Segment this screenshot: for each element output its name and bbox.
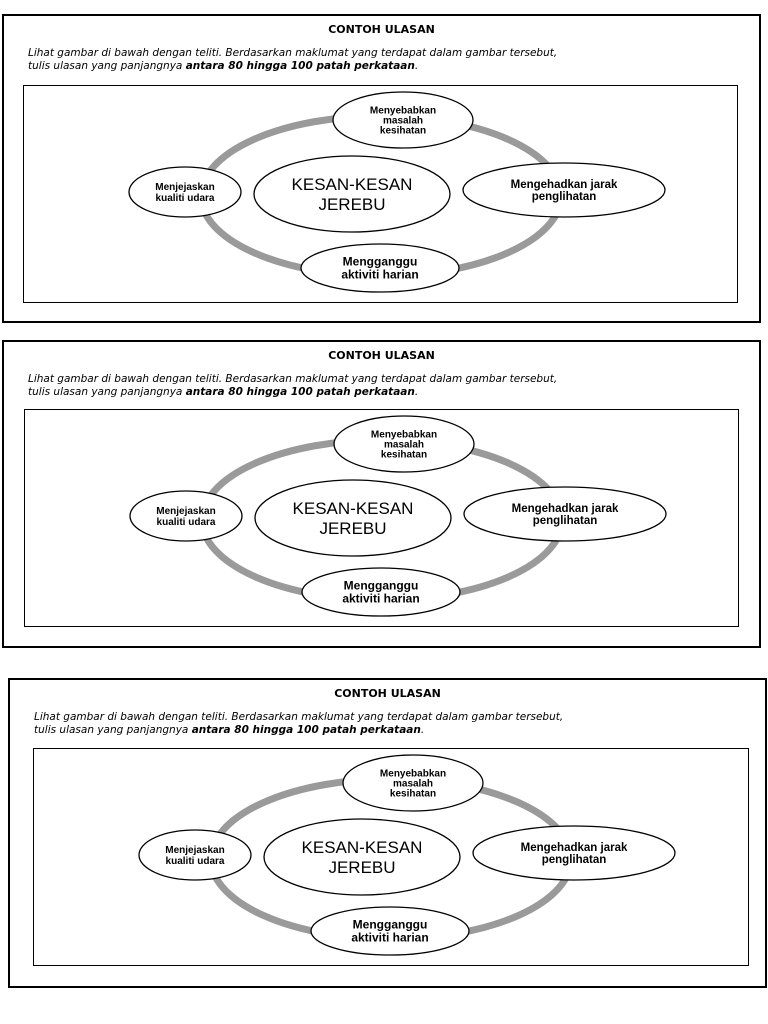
- instruction-text: Lihat gambar di bawah dengan teliti. Berdasarkan maklumat yang terdapat dalam gambar tersebut, tulis ulasan yang panjangnya antara 80 hingga 100 patah perkataan.: [34, 711, 564, 736]
- node-label-line: kualiti udara: [165, 856, 225, 867]
- effect-node-right: [463, 163, 665, 217]
- example-card-1: [2, 14, 761, 323]
- node-label-line: Menjejaskan: [156, 506, 216, 517]
- node-label-line: kesihatan: [379, 125, 427, 137]
- node-label-line: KESAN-KESAN: [301, 837, 423, 857]
- central-topic-node: [254, 156, 450, 232]
- example-card-3: [8, 678, 767, 988]
- instruction-text: Lihat gambar di bawah dengan teliti. Berdasarkan maklumat yang terdapat dalam gambar tersebut, tulis ulasan yang panjangnya antara 80 hingga 100 patah perkataan.: [28, 373, 558, 398]
- node-label-line: aktiviti harian: [341, 267, 419, 282]
- node-label-line: JEREBU: [328, 857, 396, 877]
- node-label-line: Mengganggu: [342, 254, 418, 269]
- card-heading: CONTOH ULASAN: [328, 349, 435, 362]
- diagram-svg: [34, 749, 749, 967]
- node-label-line: penglihatan: [531, 191, 597, 204]
- node-label-line: JEREBU: [319, 518, 387, 538]
- node-label-line: Mengganggu: [352, 917, 428, 932]
- node-label-line: Mengganggu: [343, 578, 419, 593]
- node-label-line: Menjejaskan: [155, 182, 215, 193]
- node-label-line: Menyebabkan: [379, 768, 447, 780]
- node-label-line: kesihatan: [380, 449, 428, 461]
- node-label-line: kualiti udara: [155, 193, 215, 204]
- effect-node-bottom: [311, 907, 469, 955]
- node-label-line: KESAN-KESAN: [291, 174, 413, 194]
- node-label-line: aktiviti harian: [342, 591, 420, 606]
- node-label-line: Menyebabkan: [370, 429, 438, 441]
- diagram-svg: [24, 86, 739, 304]
- node-label-line: aktiviti harian: [351, 930, 429, 945]
- card-heading: CONTOH ULASAN: [334, 687, 441, 700]
- node-label-line: masalah: [392, 778, 434, 790]
- node-label-line: kesihatan: [389, 788, 437, 800]
- instruction-text: Lihat gambar di bawah dengan teliti. Berdasarkan maklumat yang terdapat dalam gambar tersebut, tulis ulasan yang panjangnya antara 80 hingga 100 patah perkataan.: [28, 47, 558, 72]
- card-heading: CONTOH ULASAN: [328, 23, 435, 36]
- node-label-line: KESAN-KESAN: [292, 498, 414, 518]
- effect-node-top: [343, 755, 483, 811]
- effects-diagram: [24, 409, 739, 627]
- node-label-line: Mengehadkan jarak: [511, 503, 619, 516]
- effects-diagram: [33, 748, 749, 966]
- effect-node-bottom: [301, 244, 459, 292]
- node-label-line: penglihatan: [532, 515, 598, 528]
- example-card-2: [2, 340, 761, 648]
- effects-diagram: [23, 85, 738, 303]
- node-label-line: Mengehadkan jarak: [520, 842, 628, 855]
- effect-node-bottom: [302, 568, 460, 616]
- node-label-line: masalah: [382, 115, 424, 127]
- central-topic-node: [255, 480, 451, 556]
- node-label-line: Menjejaskan: [165, 845, 225, 856]
- effect-node-top: [333, 92, 473, 148]
- effect-node-left: [129, 167, 241, 217]
- effect-node-left: [130, 491, 242, 541]
- effect-node-right: [464, 487, 666, 541]
- effect-node-right: [473, 826, 675, 880]
- node-label-line: penglihatan: [541, 854, 607, 867]
- node-label-line: JEREBU: [318, 194, 386, 214]
- node-label-line: Mengehadkan jarak: [510, 179, 618, 192]
- effect-node-top: [334, 416, 474, 472]
- node-label-line: kualiti udara: [156, 517, 216, 528]
- node-label-line: masalah: [383, 439, 425, 451]
- effect-node-left: [139, 830, 251, 880]
- diagram-svg: [25, 410, 740, 628]
- central-topic-node: [264, 819, 460, 895]
- node-label-line: Menyebabkan: [369, 105, 437, 117]
